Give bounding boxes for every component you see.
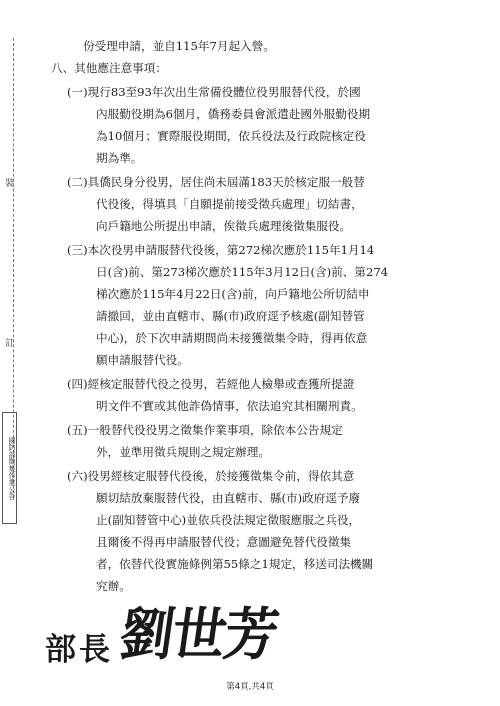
text-line: 中心)，於下次申請期間尚未接獲徵集令時，得再依意 (96, 331, 368, 345)
binding-mark-zhuang: 裝 (5, 179, 15, 189)
text-line: 梯次應於115年4月22日(含)前，向戶籍地公所切結申 (96, 287, 370, 301)
text-line: 向戶籍地公所提出申請，俟徵兵處理後徵集服役。 (96, 219, 352, 233)
text-line: (四)經核定服替代役之役男，若經他人檢舉或查獲所提證 (67, 377, 355, 391)
signature-title: 部長 (45, 632, 113, 668)
text-line: 代役後，得填具「自願提前接受徵兵處理」切結書， (96, 197, 363, 211)
text-line: 明文件不實或其他詐偽情事，依法追究其相關刑責。 (96, 399, 363, 413)
text-line: 願申請服替代役。 (96, 353, 189, 367)
text-line: 究辦。 (96, 579, 131, 593)
binding-stamp: 國防部徵集作業公告 (2, 412, 17, 524)
text-line: 止(副知替管中心)並依兵役法規定徵服應服之兵役， (96, 513, 361, 527)
text-line: 外，並準用徵兵規則之規定辦理。 (96, 445, 270, 459)
text-line: (二)具僑民身分役男，居住尚未屆滿183天於核定服一般替 (67, 175, 365, 189)
text-line: 為10個月；實際服役期間，依兵役法及行政院核定役 (96, 129, 366, 143)
signature-name: 劉世芳 (115, 600, 282, 668)
text-line: (一)現行83至93年次出生常備役體位役男服替代役，於國 (67, 85, 361, 99)
text-line: 份受理申請，並自115年7月起入營。 (83, 39, 275, 53)
text-line: 期為準。 (96, 151, 143, 165)
signature-block (45, 592, 282, 669)
text-line: (五)一般替代役役男之徵集作業事項，除依本公告規定 (67, 423, 343, 437)
text-line: 內服勤役期為6個月，僑務委員會派遣赴國外服勤役期 (96, 107, 371, 121)
text-line: (六)役男經核定服替代役後，於接獲徵集令前，得依其意 (67, 469, 355, 483)
text-line: 者，依替代役實施條例第55條之1規定，移送司法機關 (96, 557, 374, 571)
section-heading: 八、其他應注意事項： (51, 61, 167, 75)
page-number: 第4頁,共4頁 (226, 682, 274, 692)
text-line: 請撤回，並由直轄市、縣(市)政府逕予核處(副知替管 (96, 309, 365, 323)
text-line: 願切結放棄服替代役，由直轄市、縣(市)政府逕予廢 (96, 491, 361, 505)
text-line: 且爾後不得再申請服替代役；意圖避免替代役徵集 (96, 535, 352, 549)
text-line: 日(含)前、第273梯次應於115年3月12日(含)前、第274 (96, 265, 389, 279)
binding-mark-ding: 訂 (5, 339, 15, 349)
text-line: (三)本次役男申請服替代役後，第272梯次應於115年1月14 (67, 243, 375, 257)
